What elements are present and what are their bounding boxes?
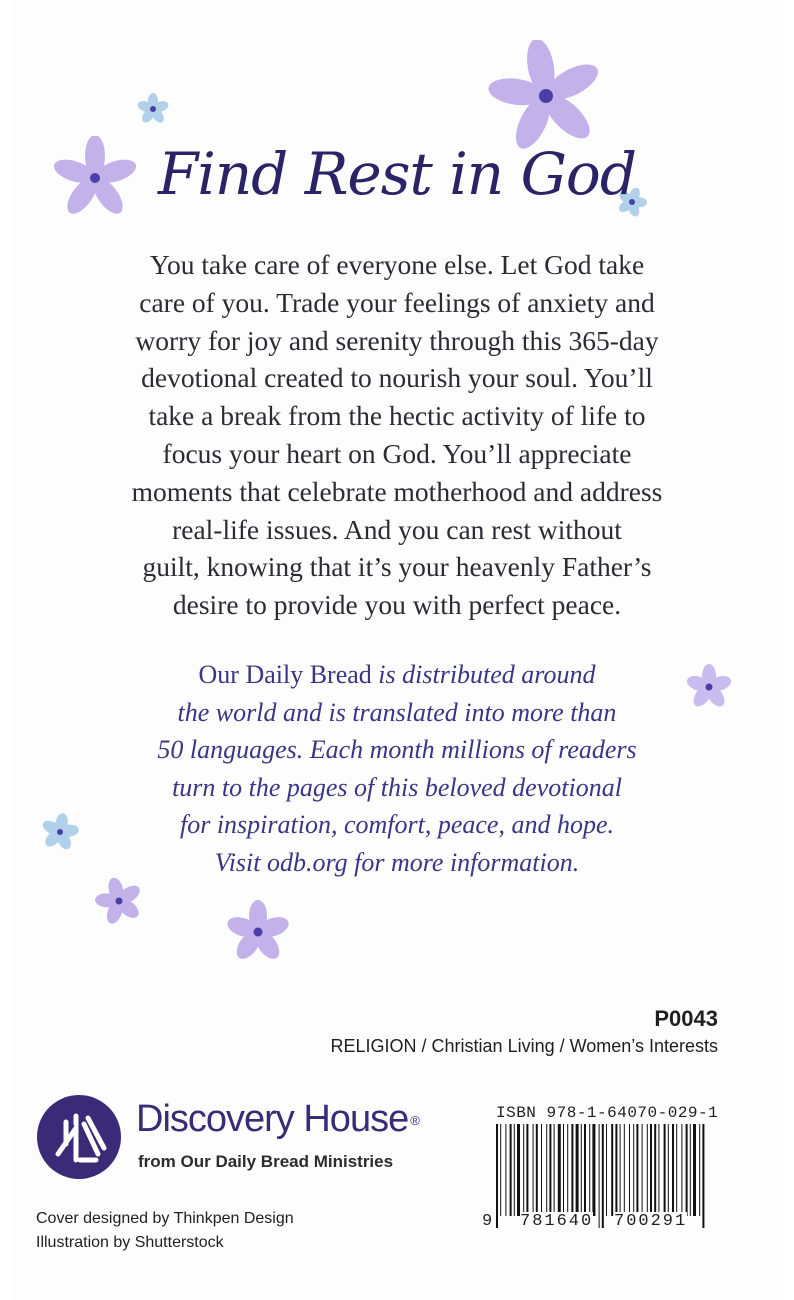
description-line: desire to provide you with perfect peace. (172, 589, 622, 621)
barcode-lead-digit: 9 (482, 1212, 493, 1231)
barcode-bar (633, 1124, 634, 1216)
barcode-bar (533, 1124, 534, 1216)
barcode-bar (702, 1124, 704, 1228)
small-blue-flower-icon (40, 812, 80, 852)
barcode-bar (693, 1124, 696, 1216)
barcode-bar (526, 1124, 528, 1216)
book-description (92, 246, 702, 624)
isbn-label: ISBN 978-1-64070-029-1 (496, 1104, 719, 1122)
odb-line: turn to the pages of this beloved devotional (172, 772, 622, 802)
description-line: care of you. Trade your feelings of anxiety and (139, 286, 655, 318)
barcode-bar (581, 1124, 582, 1216)
registered-mark-icon: ® (410, 1113, 419, 1129)
barcode-bar (615, 1124, 617, 1216)
publisher-name (136, 1098, 419, 1141)
barcode-bar (686, 1124, 688, 1216)
barcode-bar (567, 1124, 568, 1216)
barcode-left-digits: 781640 (520, 1212, 594, 1231)
barcode-bar (589, 1124, 590, 1216)
odb-brand-name: Our Daily Bread (198, 660, 372, 689)
odb-line: Visit odb.org for more information. (214, 847, 580, 877)
description-line: moments that celebrate motherhood and address (131, 475, 663, 507)
barcode-bar (654, 1124, 656, 1216)
publisher-name-text: Discovery House (136, 1098, 409, 1140)
cover-credit: Cover designed by Thinkpen Design (36, 1210, 294, 1227)
barcode-bar (650, 1124, 652, 1216)
barcode-bar (606, 1124, 607, 1216)
barcode-bar (563, 1124, 564, 1216)
discovery-house-logo-icon (36, 1094, 122, 1180)
barcode-bar (549, 1124, 551, 1216)
barcode-bar (496, 1124, 498, 1228)
barcode-bar (536, 1124, 538, 1216)
illustration-credit: Illustration by Shutterstock (36, 1234, 224, 1251)
barcode-bar (500, 1124, 501, 1216)
barcode-bar (599, 1124, 600, 1228)
large-flower-top-right-icon (486, 40, 606, 152)
barcode-bar (576, 1124, 579, 1216)
barcode-bar (558, 1124, 561, 1216)
barcode-bar (672, 1124, 674, 1216)
barcode-bar (584, 1124, 586, 1216)
description-line: guilt, knowing that it’s your heavenly Father’s (142, 551, 652, 583)
odb-line: the world and is translated into more than (177, 697, 617, 727)
description-line: worry for joy and serenity through this 365-day (135, 324, 659, 356)
flower-bottom-center-icon (224, 898, 292, 966)
odb-line: for inspiration, comfort, peace, and hope. (179, 810, 614, 839)
barcode-bar (514, 1124, 515, 1216)
barcode-bar (647, 1124, 648, 1216)
description-line: You take care of everyone else. Let God take (149, 249, 645, 280)
category-label: RELIGION / Christian Living / Women’s Interests (330, 1036, 718, 1056)
barcode-bar (664, 1124, 666, 1216)
barcode-bar (611, 1124, 613, 1216)
product-code: P0043 (654, 1006, 718, 1031)
barcode-bar (620, 1124, 621, 1216)
barcode-bar (546, 1124, 547, 1216)
book-back-cover (12, 0, 782, 1300)
description-line: take a break from the hectic activity of life to (148, 400, 646, 432)
barcode-right-digits: 700291 (614, 1212, 688, 1231)
barcode-bar (636, 1124, 638, 1216)
barcode-bar (510, 1124, 512, 1216)
description-line: focus your heart on God. You’ll appreciate (162, 437, 632, 469)
barcode-bar (676, 1124, 677, 1216)
barcode-bar (554, 1124, 555, 1216)
barcode-bar (505, 1124, 506, 1216)
publisher-tagline: from Our Daily Bread Ministries (138, 1152, 394, 1171)
barcode-bar (624, 1124, 625, 1216)
odb-line (112, 656, 682, 694)
barcode-bar (541, 1124, 542, 1216)
barcode-bar (629, 1124, 630, 1216)
small-flower-right-icon (684, 664, 734, 710)
barcode-bar (517, 1124, 520, 1216)
small-flower-bottom-left-icon (94, 876, 144, 926)
barcode-bar (668, 1124, 669, 1216)
page-title: Find Rest in God (158, 140, 636, 208)
barcode-bar (690, 1124, 691, 1216)
barcode-bar (658, 1124, 659, 1216)
small-blue-flower-icon (136, 92, 170, 126)
barcode-bar (523, 1124, 524, 1216)
barcode-bar (642, 1124, 643, 1216)
odb-blurb (112, 656, 682, 881)
barcode-bar (681, 1124, 682, 1216)
odb-line: 50 languages. Each month millions of readers (157, 735, 637, 764)
barcode-bar (602, 1124, 604, 1228)
barcode-bar (699, 1124, 700, 1216)
barcode-bar (571, 1124, 573, 1216)
description-line: real-life issues. And you can rest without (172, 513, 622, 545)
odb-line-text: is distributed around (371, 660, 596, 689)
barcode-bar (592, 1124, 595, 1216)
description-line: devotional created to nourish your soul. You’ll (141, 362, 653, 394)
